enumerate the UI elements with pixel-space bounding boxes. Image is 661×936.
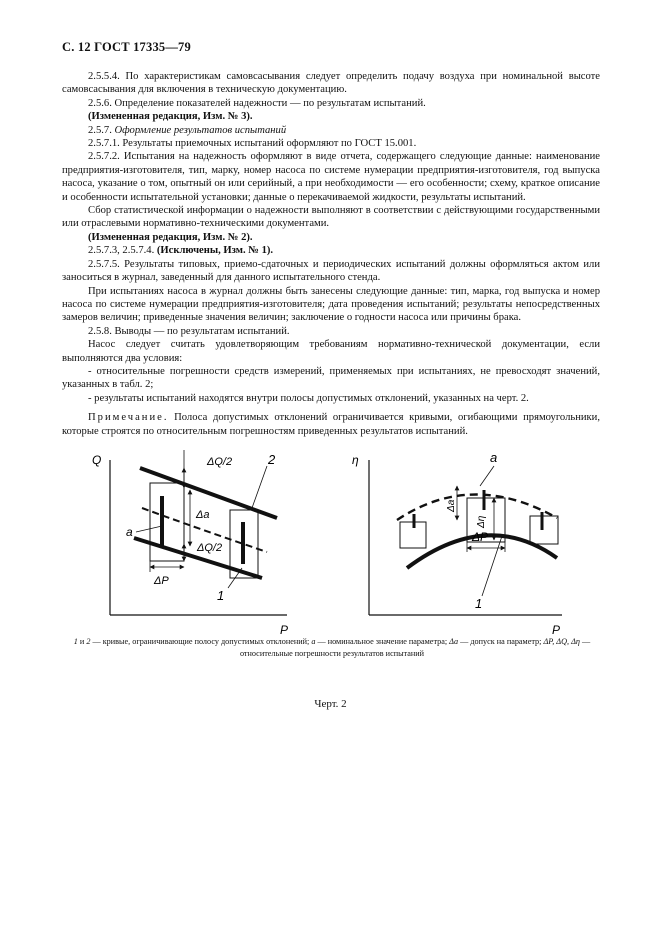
left-label-a: a [126, 525, 133, 539]
figure-caption [62, 636, 602, 660]
caption-part-10: — относительные погрешности результатов испытаний [239, 637, 591, 658]
left-leader-a [136, 526, 162, 532]
left-label-dq2-top: ΔQ/2 [207, 456, 233, 468]
paragraph-2-5-6: 2.5.6. Определение показателей надежности — по результатам испытаний. [88, 97, 426, 109]
left-y-axis-label: Q [92, 453, 102, 467]
right-rect-3 [530, 516, 558, 544]
right-x-axis-label: P [552, 623, 561, 637]
left-leader-2 [252, 466, 267, 508]
caption-part-4: — кривые, ограничивающие полосу допустимых отклонений; [90, 637, 312, 646]
caption-part-7: Δa [449, 637, 459, 646]
note-label: Примечание. [88, 412, 169, 424]
paragraph-2-5-7-5: 2.5.7.5. Результаты типовых, приемо-сдаточных и периодических испытаний должны оформляться актом или заноситься в журнал, заведенный для данного испытательного стенда. [62, 258, 600, 284]
left-label-da: Δa [196, 509, 210, 521]
left-label-dp: ΔP [154, 575, 169, 587]
section-title: Оформление результатов испытаний [114, 124, 287, 136]
figure-2 [62, 440, 602, 640]
figure-title: Черт. 2 [314, 698, 347, 710]
left-label-2: 2 [268, 452, 276, 467]
note [62, 411, 600, 438]
paragraph-2-5-7 [62, 124, 600, 137]
excluded-note: (Исключены, Изм. № 1). [156, 245, 274, 257]
left-graph [92, 450, 288, 637]
paragraph-2-5-8: 2.5.8. Выводы — по результатам испытаний. [88, 325, 290, 337]
left-x-axis-label: P [280, 623, 289, 637]
paragraph-2-5-7-3 [62, 244, 600, 257]
right-label-1: 1 [475, 596, 483, 611]
condition-2: - результаты испытаний находятся внутри полосы допустимых отклонений, указанных на черт. 2. [88, 392, 529, 404]
note-text: Полоса допустимых отклонений ограничивается кривыми, огибающими прямоугольники, которые строятся по относительным погрешностям приведенных результатов испытаний. [62, 412, 600, 437]
paragraph-conditions: Насос следует считать удовлетворяющим требованиям нормативно-технической документации, если выполняются два условия: [62, 339, 600, 364]
page-header: С. 12 ГОСТ 17335—79 [62, 40, 191, 54]
right-label-dp: ΔP [472, 530, 489, 544]
section-number: 2.5.7. [88, 124, 112, 136]
right-label-deta: Δη [476, 515, 487, 528]
caption-part-2: и [77, 637, 87, 646]
paragraph-2-5-5-4: 2.5.5.4. По характеристикам самовсасывания следует определить подачу воздуха при номинальной высоте самовсасывания для включения в техническую документацию. [62, 71, 600, 96]
paragraph-2-5-7-1: 2.5.7.1. Результаты приемочных испытаний оформляют по ГОСТ 15.001. [88, 138, 417, 150]
caption-part-3: 2 [86, 637, 91, 646]
caption-part-9: ΔP, ΔQ, Δη [543, 637, 580, 646]
amendment-note-2: (Измененная редакция, Изм. № 2). [88, 231, 253, 243]
caption-part-1: 1 [73, 637, 78, 646]
caption-part-5: a [311, 637, 316, 646]
document-body [62, 70, 600, 438]
amendment-note-3: (Измененная редакция, Изм. № 3). [88, 111, 253, 123]
caption-part-8: — допуск на параметр; [458, 637, 544, 646]
right-leader-a [480, 466, 494, 486]
paragraph-statistics: Сбор статистической информации о надежности выполняют в соответствии с действующими государственными или отраслевыми нормативно-техническими документами. [62, 205, 600, 230]
caption-part-6: — номинальное значение параметра; [315, 637, 450, 646]
right-label-da: Δa [446, 499, 457, 512]
right-y-axis-label: η [352, 453, 359, 467]
condition-1: - относительные погрешности средств измерений, применяемых при испытаниях, не превосходят значений, указанных в табл. 2; [62, 365, 600, 391]
left-label-1: 1 [217, 588, 225, 603]
left-label-dq2-bottom: ΔQ/2 [197, 542, 223, 554]
paragraph-journal: При испытаниях насоса в журнал должны быть занесены следующие данные: тип, марка, год выпуска и номер насоса по системе нумерации предприятия-изготовителя; дата проведения испытаний; результаты непосредственных замеров величин; приведенные значения величин; заключение о годности насоса или причины брака. [62, 285, 600, 324]
right-label-a: a [490, 450, 498, 465]
excluded-numbers: 2.5.7.3, 2.5.7.4. [88, 245, 155, 257]
right-leader-1 [482, 536, 502, 596]
right-graph [352, 450, 562, 637]
paragraph-2-5-7-2: 2.5.7.2. Испытания на надежность оформляют в виде отчета, содержащего следующие данные: наименование предприятия-изготовителя, тип, марку, номер насоса по системе нумерации предприятия-изготовителя, год выпуска насоса, указание о том, опытный он или серийный, а при необходимости — его особенности; схему, краткое описание и особенности испытательной установки; данные о перекачиваемой жидкости, результаты испытаний. [62, 151, 600, 203]
